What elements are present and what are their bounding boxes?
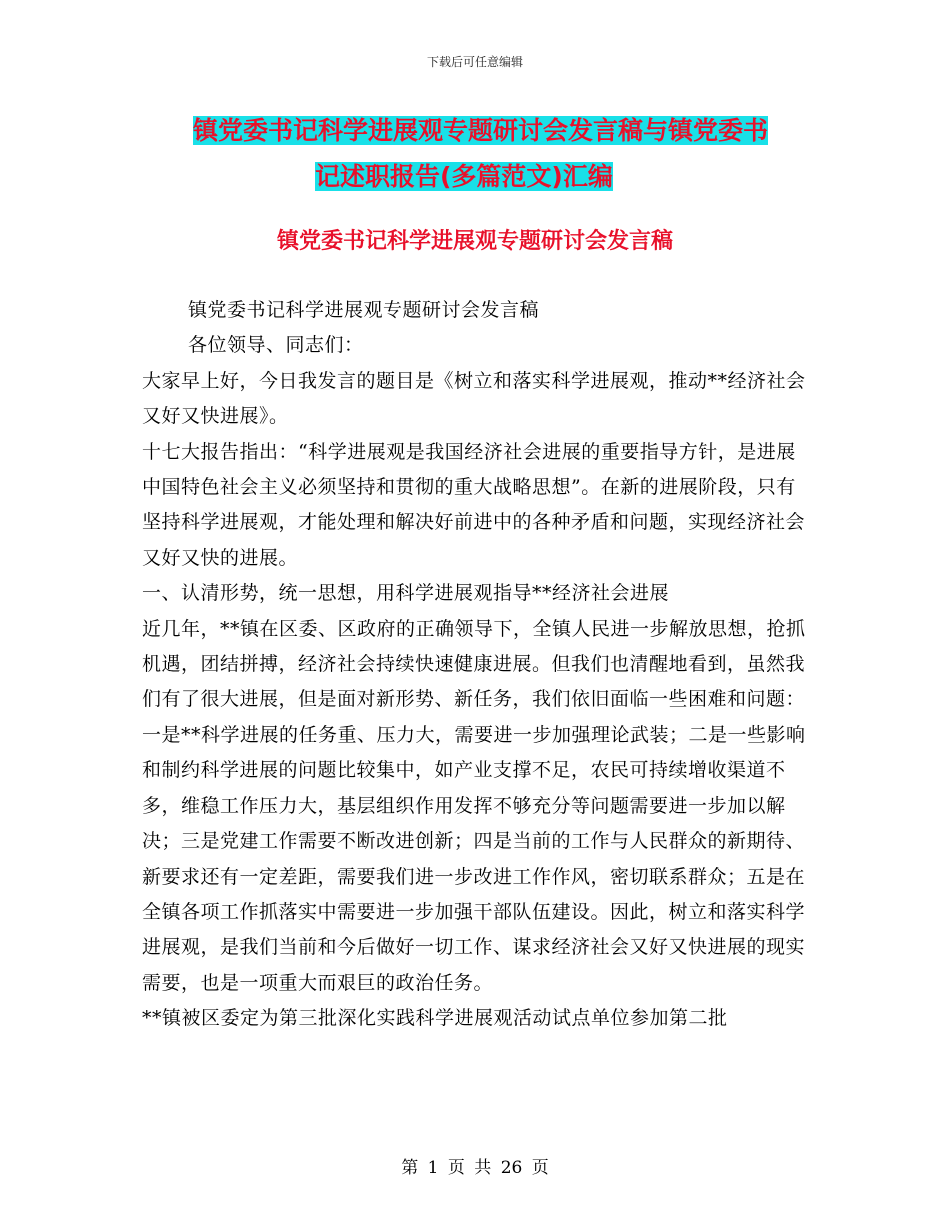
header-note: 下载后可任意编辑	[426, 55, 523, 69]
main-title-line-1: 镇党委书记科学进展观专题研讨会发言稿与镇党委书	[193, 116, 769, 145]
body-paragraph: **镇被区委定为第三批深化实践科学进展观活动试点单位参加第二批	[142, 1007, 728, 1030]
salutation-paragraph: 各位领导、同志们：	[188, 334, 364, 357]
document-body	[142, 293, 807, 1037]
body-paragraph: 十七大报告指出：“科学进展观是我国经济社会进展的重要指导方针，是进展中国特色社会主义必须坚持和贯彻的重大战略思想”。在新的进展阶段，只有坚持科学进展观，才能处理和解决好前进中的各种矛盾和问题，实现经济社会又好又快的进展。	[142, 440, 806, 569]
section-title: 镇党委书记科学进展观专题研讨会发言稿	[276, 229, 673, 254]
main-title-line-2: 记述职报告(多篇范文)汇编	[315, 162, 613, 191]
body-paragraph: 大家早上好，今日我发言的题目是《树立和落实科学进展观，推动**经济社会又好又快进展》。	[142, 369, 806, 428]
page-footer: 第 1 页 共 26 页	[401, 1158, 549, 1178]
body-paragraph: 镇党委书记科学进展观专题研讨会发言稿	[188, 299, 540, 321]
section-heading-1: 一、认清形势，统一思想，用科学进展观指导**经济社会进展	[142, 582, 670, 605]
document-main-title	[145, 108, 825, 200]
body-paragraph: 近几年，**镇在区委、区政府的正确领导下，全镇人民进一步解放思想，抢抓机遇，团结拼搏，经济社会持续快速健康进展。但我们也清醒地看到，虽然我们有了很大进展，但是面对新形势、新任务，我们依旧面临一些困难和问题：一是**科学进展的任务重、压力大，需要进一步加强理论武装；二是一些影响和制约科学进展的问题比较集中，如产业支撑不足，农民可持续增收渠道不多，维稳工作压力大，基层组织作用发挥不够充分等问题需要进一步加以解决；三是党建工作需要不断改进创新；四是当前的工作与人民群众的新期待、新要求还有一定差距，需要我们进一步改进工作作风，密切联系群众；五是在全镇各项工作抓落实中需要进一步加强干部队伍建设。因此，树立和落实科学进展观，是我们当前和今后做好一切工作、谋求经济社会又好又快进展的现实需要，也是一项重大而艰巨的政治任务。	[142, 617, 806, 994]
